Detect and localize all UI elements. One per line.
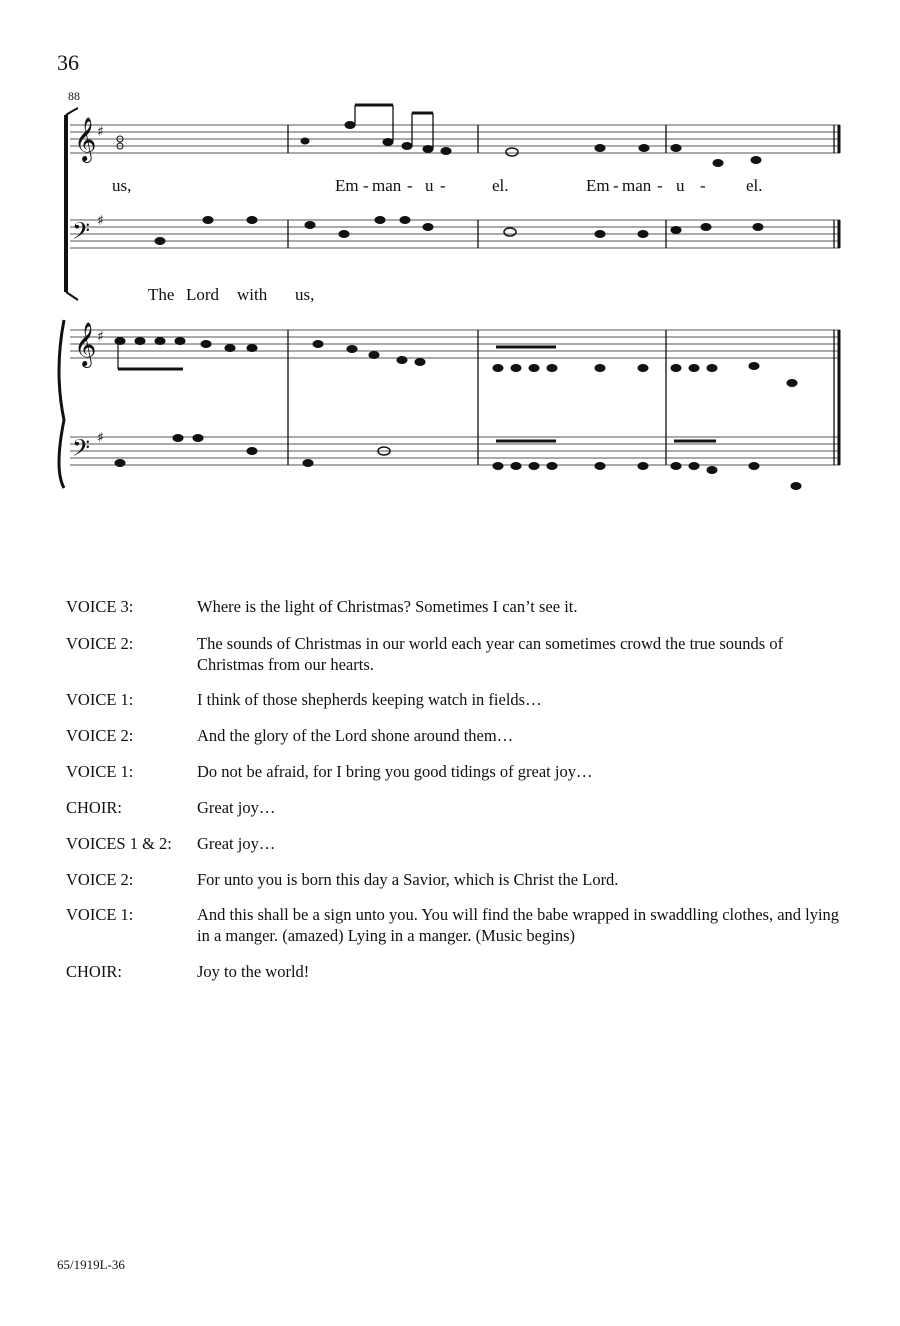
treble-clef-icon: 𝄞 bbox=[74, 117, 97, 161]
speaker-label: VOICE 2: bbox=[66, 634, 134, 653]
dialogue-text: And this shall be a sign unto you. You will find the babe wrapped in swaddling clothes, and lying in a manger. (amazed) Lying in a manger. (Music begins) bbox=[197, 905, 840, 945]
page-number: 36 bbox=[57, 50, 79, 75]
speaker-label: VOICE 3: bbox=[66, 597, 134, 616]
bass-staff bbox=[70, 220, 840, 248]
speaker-label: CHOIR: bbox=[66, 798, 122, 817]
treble-clef-icon: 𝄞 bbox=[74, 322, 97, 366]
treble-lyric: Em bbox=[586, 176, 610, 195]
treble-lyric: el. bbox=[746, 176, 763, 195]
treble-staff bbox=[70, 125, 840, 153]
treble-lyric: - bbox=[700, 176, 706, 195]
bass-lyric: The bbox=[148, 285, 175, 304]
treble-lyric: us, bbox=[112, 176, 132, 195]
dialogue-text: Great joy… bbox=[197, 834, 276, 853]
footer-code: 65/1919L-36 bbox=[57, 1257, 125, 1272]
speaker-label: VOICE 1: bbox=[66, 762, 134, 781]
dialogue-text: And the glory of the Lord shone around them… bbox=[197, 726, 514, 745]
dialogue-text: Where is the light of Christmas? Sometimes I can’t see it. bbox=[197, 597, 578, 616]
treble-lyric: u bbox=[676, 176, 685, 195]
treble-lyric: el. bbox=[492, 176, 509, 195]
bass-lyric: Lord bbox=[186, 285, 220, 304]
dialogue-text: Joy to the world! bbox=[197, 962, 310, 981]
treble-lyric: - bbox=[613, 176, 619, 195]
measure-number: 88 bbox=[68, 89, 80, 103]
treble-lyric: - bbox=[407, 176, 413, 195]
treble-lyric: man bbox=[372, 176, 402, 195]
sharp-icon: ♯ bbox=[97, 213, 104, 229]
bass-clef-icon: 𝄢 bbox=[72, 434, 91, 467]
treble-lyric: - bbox=[440, 176, 446, 195]
piano-rh-staff bbox=[70, 330, 840, 358]
dialogue-text: Do not be afraid, for I bring you good tidings of great joy… bbox=[197, 762, 593, 781]
sharp-icon: ♯ bbox=[97, 124, 104, 140]
bass-lyric: us, bbox=[295, 285, 315, 304]
speaker-label: VOICE 2: bbox=[66, 726, 134, 745]
treble-lyric: Em bbox=[335, 176, 359, 195]
treble-lyric: man bbox=[622, 176, 652, 195]
system-brackets bbox=[59, 108, 78, 488]
speaker-label: CHOIR: bbox=[66, 962, 122, 981]
clefs bbox=[72, 117, 104, 467]
treble-lyric: u bbox=[425, 176, 434, 195]
speaker-label: VOICES 1 & 2: bbox=[66, 834, 172, 853]
treble-lyric: - bbox=[657, 176, 663, 195]
sharp-icon: ♯ bbox=[97, 329, 104, 345]
bass-lyric: with bbox=[237, 285, 268, 304]
dialogue-text: I think of those shepherds keeping watch in fields… bbox=[197, 690, 542, 709]
speaker-label: VOICE 1: bbox=[66, 690, 134, 709]
piano-lh-staff bbox=[70, 437, 840, 465]
speaker-label: VOICE 1: bbox=[66, 905, 134, 924]
sharp-icon: ♯ bbox=[97, 430, 104, 446]
treble-lyric: - bbox=[363, 176, 369, 195]
music-score bbox=[0, 0, 900, 520]
speaker-label: VOICE 2: bbox=[66, 870, 134, 889]
dialogue-text: For unto you is born this day a Savior, which is Christ the Lord. bbox=[197, 870, 619, 889]
bass-clef-icon: 𝄢 bbox=[72, 217, 91, 250]
dialogue-text: Great joy… bbox=[197, 798, 276, 817]
dialogue-text: The sounds of Christmas in our world each year can sometimes crowd the true sounds of Christmas from our hearts. bbox=[197, 634, 784, 674]
